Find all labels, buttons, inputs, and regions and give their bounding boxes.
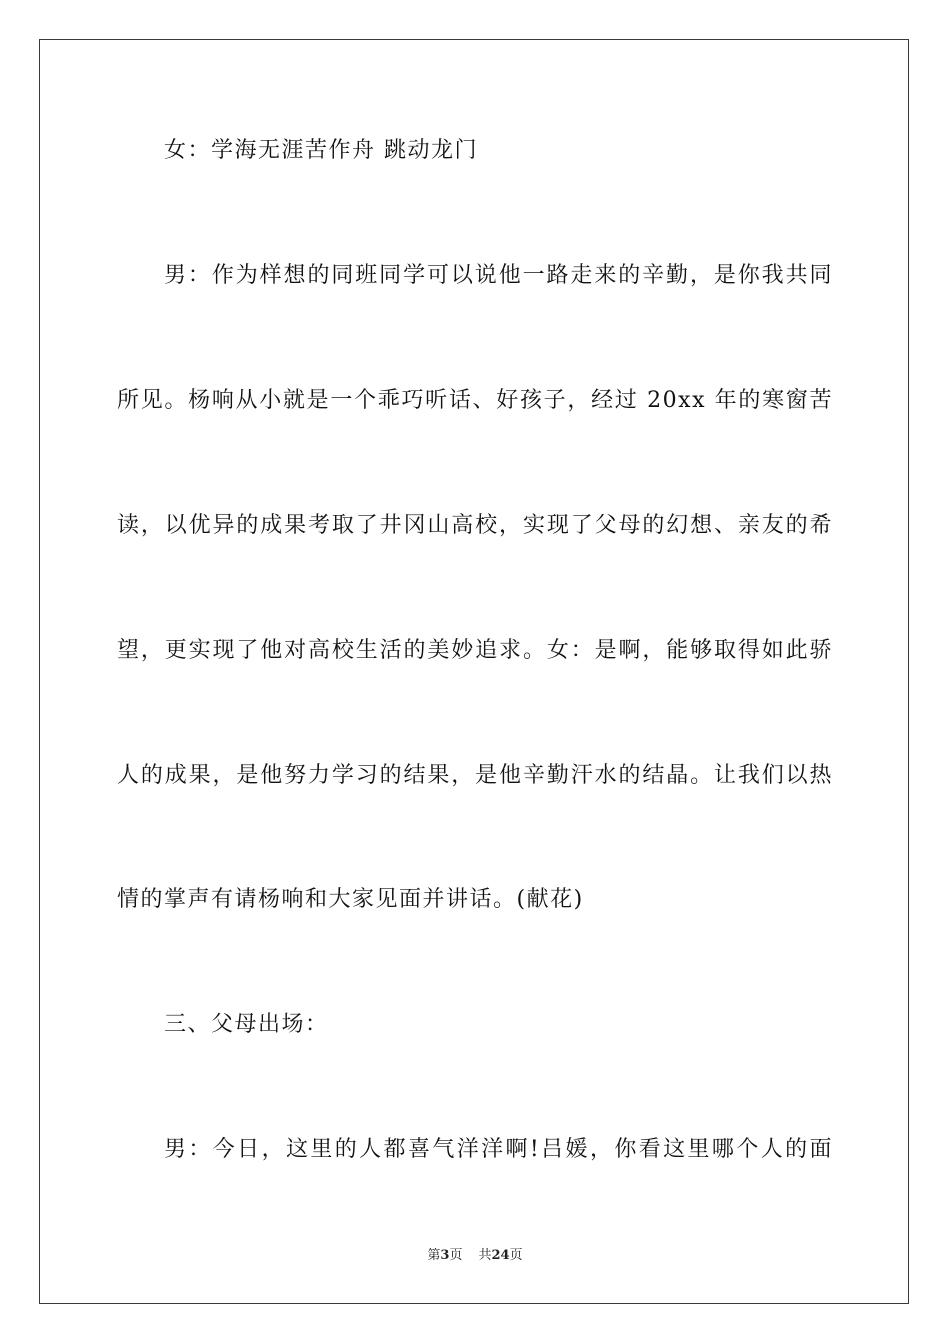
footer-total-suffix: 页: [509, 1248, 523, 1263]
footer-total-prefix: 共: [478, 1248, 492, 1263]
footer-page-suffix: 页: [449, 1248, 463, 1263]
text-line-4: 读，以优异的成果考取了井冈山高校，实现了父母的幻想、亲友的希: [117, 513, 833, 538]
text-line-5: 望，更实现了他对高校生活的美妙追求。女：是啊，能够取得如此骄: [117, 638, 833, 663]
text-line-6: 人的成果，是他努力学习的结果，是他辛勤汗水的结晶。让我们以热: [117, 763, 833, 788]
footer-page-prefix: 第: [427, 1248, 441, 1263]
page-border: [39, 39, 909, 1304]
text-line-1: 女：学海无涯苦作舟 跳动龙门: [164, 138, 478, 163]
text-line-3: 所见。杨响从小就是一个乖巧听话、好孩子，经过 20xx 年的寒窗苦: [117, 388, 833, 413]
footer-page-number: 3: [440, 1248, 450, 1263]
text-line-2: 男：作为样想的同班同学可以说他一路走来的辛勤，是你我共同: [164, 263, 833, 288]
section-heading-parents: 三、父母出场：: [164, 1012, 329, 1037]
footer-total-number: 24: [491, 1248, 510, 1263]
page-footer: [0, 1247, 950, 1265]
text-line-9: 男：今日，这里的人都喜气洋洋啊!吕媛，你看这里哪个人的面: [164, 1137, 833, 1162]
text-line-7: 情的掌声有请杨响和大家见面并讲话。(献花): [117, 887, 584, 912]
